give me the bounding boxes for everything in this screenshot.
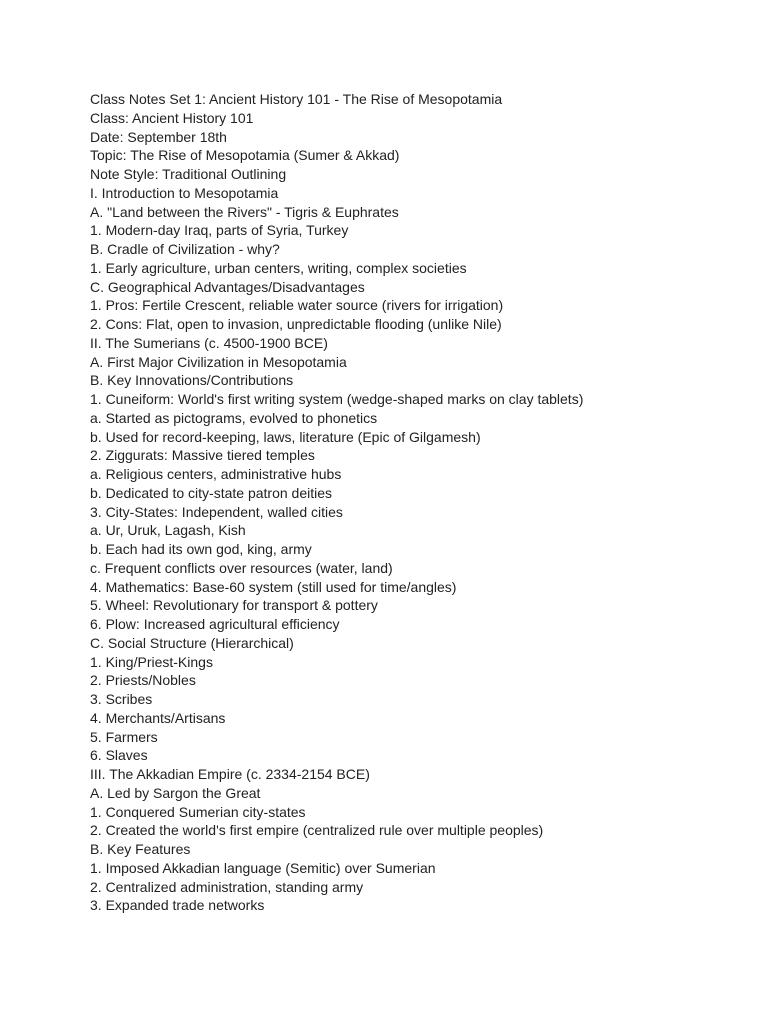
- notes-line: a. Religious centers, administrative hubs: [90, 466, 342, 482]
- notes-line: 1. Imposed Akkadian language (Semitic) over Sumerian: [90, 859, 436, 876]
- notes-line: 3. City-States: Independent, walled cities: [90, 503, 343, 520]
- notes-line: 2. Ziggurats: Massive tiered temples: [90, 447, 315, 464]
- notes-line: C. Social Structure (Hierarchical): [90, 634, 294, 651]
- notes-line: B. Key Innovations/Contributions: [90, 372, 294, 389]
- notes-line: 4. Mathematics: Base-60 system (still used for time/angles): [90, 578, 457, 595]
- notes-line: II. The Sumerians (c. 4500-1900 BCE): [90, 334, 328, 351]
- notes-line: Class Notes Set 1: Ancient History 101 - The Rise of Mesopotamia: [90, 91, 503, 107]
- notes-line: 2. Cons: Flat, open to invasion, unpredictable flooding (unlike Nile): [90, 316, 502, 332]
- notes-line: b. Dedicated to city-state patron deities: [90, 484, 333, 501]
- notes-line: 1. Conquered Sumerian city-states: [90, 803, 306, 820]
- notes-line: 3. Expanded trade networks: [90, 897, 265, 914]
- notes-line: III. The Akkadian Empire (c. 2334-2154 BCE): [90, 766, 370, 782]
- notes-line: b. Each had its own god, king, army: [90, 541, 312, 557]
- class-notes-outline: [90, 90, 730, 915]
- notes-line: a. Started as pictograms, evolved to phonetics: [90, 409, 378, 426]
- notes-line: 1. Modern-day Iraq, parts of Syria, Turkey: [90, 222, 349, 239]
- notes-line: 5. Farmers: [90, 728, 158, 745]
- notes-line: Note Style: Traditional Outlining: [90, 166, 287, 182]
- notes-line: Date: September 18th: [90, 128, 227, 145]
- notes-line: 2. Priests/Nobles: [90, 672, 196, 689]
- notes-line: 6. Plow: Increased agricultural efficiency: [90, 616, 340, 632]
- notes-line: 1. Cuneiform: World's first writing system (wedge-shaped marks on clay tablets): [90, 391, 584, 407]
- notes-line: A. "Land between the Rivers" - Tigris & Euphrates: [90, 203, 399, 220]
- notes-line: 2. Created the world's first empire (centralized rule over multiple peoples): [90, 822, 544, 839]
- notes-line: 4. Merchants/Artisans: [90, 709, 226, 726]
- notes-line: 3. Scribes: [90, 691, 153, 707]
- notes-line: 1. Early agriculture, urban centers, writing, complex societies: [90, 259, 467, 276]
- notes-line: B. Key Features: [90, 841, 191, 857]
- notes-line: b. Used for record-keeping, laws, literature (Epic of Gilgamesh): [90, 428, 481, 445]
- notes-line: 1. Pros: Fertile Crescent, reliable water source (rivers for irrigation): [90, 297, 504, 314]
- notes-line: 1. King/Priest-Kings: [90, 653, 213, 670]
- notes-line: A. First Major Civilization in Mesopotamia: [90, 353, 347, 370]
- notes-line: A. Led by Sargon the Great: [90, 784, 261, 801]
- notes-line: C. Geographical Advantages/Disadvantages: [90, 278, 365, 295]
- notes-line: B. Cradle of Civilization - why?: [90, 241, 280, 257]
- notes-line: a. Ur, Uruk, Lagash, Kish: [90, 522, 246, 539]
- notes-line: I. Introduction to Mesopotamia: [90, 184, 279, 201]
- notes-line: 6. Slaves: [90, 747, 148, 764]
- notes-line: 5. Wheel: Revolutionary for transport & pottery: [90, 597, 378, 614]
- notes-line: Class: Ancient History 101: [90, 109, 254, 126]
- notes-line: c. Frequent conflicts over resources (water, land): [90, 559, 393, 576]
- notes-line: 2. Centralized administration, standing army: [90, 878, 364, 895]
- notes-line: Topic: The Rise of Mesopotamia (Sumer & Akkad): [90, 147, 400, 164]
